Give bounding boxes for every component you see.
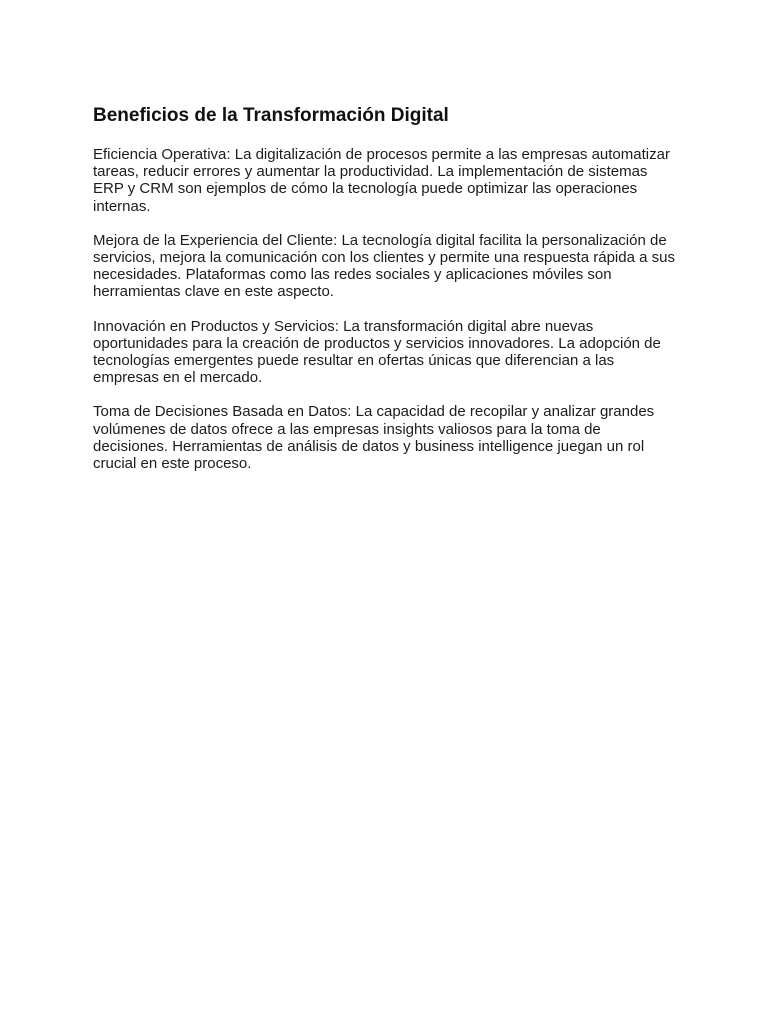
paragraph-decisiones-datos: Toma de Decisiones Basada en Datos: La capacidad de recopilar y analizar grandes volúmenes de datos ofrece a las empresas insights valiosos para la toma de decisiones. Herramientas de análisis de datos y business intelligence juegan un rol crucial en este proceso. — [93, 403, 655, 473]
document-title: Beneficios de la Transformación Digital — [93, 105, 449, 126]
paragraph-eficiencia-operativa: Eficiencia Operativa: La digitalización de procesos permite a las empresas automatizar tareas, reducir errores y aumentar la productividad. La implementación de sistemas ERP y CRM son ejemplos de cómo la tecnología puede optimizar las operaciones internas. — [93, 146, 670, 215]
paragraph-experiencia-cliente: Mejora de la Experiencia del Cliente: La tecnología digital facilita la personalización de servicios, mejora la comunicación con los clientes y permite una respuesta rápida a sus necesidades. Plataformas como las redes sociales y aplicaciones móviles son herramientas clave en este aspecto. — [93, 231, 675, 301]
paragraph-innovacion-productos: Innovación en Productos y Servicios: La transformación digital abre nuevas oportunidades para la creación de productos y servicios innovadores. La adopción de tecnologías emergentes puede resultar en ofertas únicas que diferencian a las empresas en el mercado. — [93, 317, 661, 387]
document-page — [93, 104, 678, 489]
